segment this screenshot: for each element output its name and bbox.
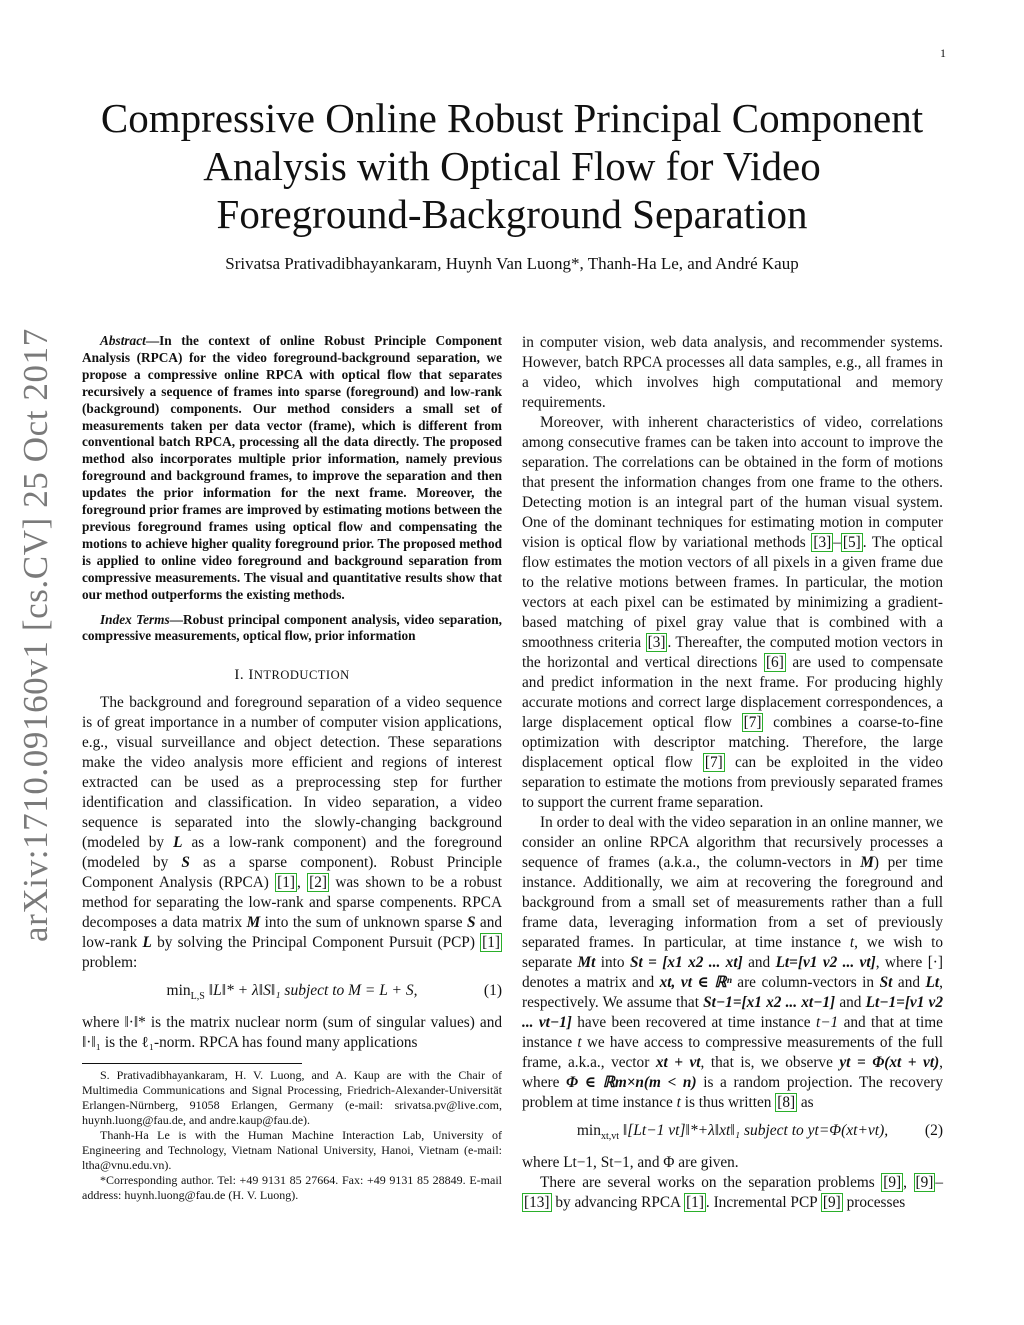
- title-line: Analysis with Optical Flow for Video: [203, 143, 821, 189]
- paragraph-continuation: where ‖·‖* is the matrix nuclear norm (sum of singular values) and ‖·‖₁ is the ℓ₁-norm. RPCA has found many applications: [82, 1014, 502, 1052]
- footnote-divider: [82, 1063, 302, 1064]
- citation-link[interactable]: [9]: [883, 1174, 902, 1191]
- right-column: [522, 333, 943, 1213]
- citation-link[interactable]: [9]: [915, 1174, 934, 1191]
- citation-link[interactable]: [1]: [482, 934, 500, 952]
- equation-number: (2): [924, 1122, 943, 1139]
- title-block: [80, 94, 944, 274]
- abstract-text: —In the context of online Robust Principle Component Analysis (RPCA) for the video foreground-background separation, we propose a compressive online RPCA with optical flow that separates recursively a sequence of frames into sparse (foreground) and low-rank (background) components. Our method considers a small set of measurements taken per data vector (frame), which is different from conventional batch RPCA, processing all the data directly. The proposed method also incorporates multiple prior information, namely previous foreground and background frames, to improve the separation and then updates the prior information for the next frame. Moreover, the foreground prior frames are improved by estimating motions between the previous foreground frames using optical flow and compensating the motions to achieve higher quality foreground prior. The proposed method is applied to online video foreground and background separation from compressive measurements. The visual and quantitative results show that our method outperforms the existing methods.: [82, 333, 502, 602]
- citation-link[interactable]: [7]: [743, 714, 762, 731]
- author-list: Srivatsa Prativadibhayankaram, Huynh Van Luong*, Thanh-Ha Le, and André Kaup: [225, 254, 799, 273]
- index-terms: [82, 612, 502, 646]
- section-heading-introduction: I. INTRODUCTION: [234, 667, 350, 684]
- index-terms-text: —Robust principal component analysis, video separation, compressive measurements, optical flow, prior information: [82, 611, 502, 644]
- citation-link[interactable]: [5]: [842, 534, 861, 551]
- paragraph-optical-flow: Moreover, with inherent characteristics of video, correlations among consecutive frames can be taken into account to improve the separation. The correlations can be obtained in the form of motions that present the information changes from one frame to the others. Detecting motion is an integral part of the human visual system. One of the dominant techniques for estimating motion in computer vision is optical flow by variational methods [3] – [5] . The optical flow estimates the motion vectors of all pixels in a given frame due to the relative motions between frames. In particular, the motion vectors at each pixel can be estimated by minimizing a gradient-based matching of pixel gray value that is combined with a smoothness criteria [3] . Thereafter, the computed motion vectors in the horizontal and vertical directions [6] are used to compensate and predict information in the next frame. For producing highly accurate motions and correct large displacement correspondences, a large displacement optical flow [7] combines a coarse-to-fine optimization with descriptor matching. Therefore, the large displacement optical flow [7] can be exploited in the video separation to estimate the motions from previously separated frames to support the current frame separation.: [522, 414, 944, 811]
- arxiv-identifier: arXiv:1710.09160v1 [cs.CV] 25 Oct 2017: [16, 328, 55, 942]
- paragraph: in computer vision, web data analysis, and recommender systems. However, batch RPCA processes all data samples, e.g., all frames in a video, which involves high computational and memory requirements.: [522, 334, 943, 411]
- intro-paragraph: The background and foreground separation of a video sequence is of great importance in a number of computer vision applications, e.g., visual surveillance and object detection. These separations make the video analysis more efficient and regions of interest extracted can be used as a preprocessing step for further identification and classification. In video separation, a video sequence is separated into the slowly-changing background (modeled by L as a low-rank component) and the foreground (modeled by S as a sparse component). Robust Principle Component Analysis (RPCA) [1] , [2] was shown to be a robust method for separating the low-rank and sparse compenents. RPCA decomposes a data matrix M into the sum of unknown sparse S and low-rank L by solving the Principal Component Pursuit (PCP) [1] problem:: [82, 694, 503, 972]
- footnote-affiliation: S. Prativadibhayankaram, H. V. Luong, and A. Kaup are with the Chair of Multimedia Communications and Signal Processing, Friedrich-Alexander-Universität Erlangen-Nürnberg, 91058 Erlangen, Germany (e-mail: srivatsa.pv@live.com, huynh.luong@fau.de, and andre.kaup@fau.de).: [82, 1068, 502, 1128]
- page-number: 1: [940, 46, 946, 60]
- citation-link[interactable]: [13]: [524, 1194, 550, 1211]
- index-terms-label: Index Terms: [100, 611, 170, 627]
- footnote-affiliation: Thanh-Ha Le is with the Human Machine Interaction Lab, University of Engineering and Technology, Vietnam National University, Hanoi, Vietnam (e-mail: ltha@vnu.edu.vn).: [82, 1128, 502, 1173]
- abstract-label: Abstract: [100, 333, 146, 348]
- equation-number: (1): [483, 982, 502, 1000]
- citation-link[interactable]: [8]: [777, 1094, 796, 1111]
- citation-link[interactable]: [2]: [309, 874, 327, 892]
- title-line: Foreground-Background Separation: [216, 191, 808, 237]
- citation-link[interactable]: [1]: [686, 1194, 704, 1211]
- citation-link[interactable]: [3]: [647, 634, 666, 651]
- citation-link[interactable]: [6]: [765, 654, 784, 671]
- paper-title: [80, 94, 944, 238]
- citation-link[interactable]: [1]: [277, 874, 296, 892]
- equation-2: $\min_{xt,vt}$ ‖[Lt−1 vt]‖*+λ‖xt‖₁ subject to yt=Φ(xt+vt), (2): [576, 1122, 943, 1142]
- citation-link[interactable]: [7]: [704, 754, 723, 771]
- paragraph-online-rpca: In order to deal with the video separation in an online manner, we consider an online RPCA algorithm that recursively processes a sequence of frames (a.k.a., the column-vectors in M) per time instance. Additionally, we aim at recovering the foreground and background from a small set of measurements rather than a full frame data, leveraging information from a set of previously separated frames. In particular, at time instance t, we wish to separate Mt into St = [x1 x2 ... xt] and Lt=[v1 v2 ... vt], where [·] denotes a matrix and xt, vt ∈ ℝⁿ are column-vectors in St and Lt, respectively. We assume that St−1=[x1 x2 ... xt−1] and Lt−1=[v1 v2 ... vt−1] have been recovered at time instance t−1 and that at time instance t we have access to compressive measurements of the full frame, a.k.a., vector xt + vt, that is, we observe yt = Φ(xt + vt), where Φ ∈ ℝm×n(m < n) is a random projection. The recovery problem at time instance t is thus written [8] as: [522, 814, 943, 1111]
- abstract: [82, 333, 502, 604]
- paragraph-given: where Lt−1, St−1, and Φ are given.: [522, 1154, 739, 1171]
- left-column: [82, 333, 502, 1203]
- footnote-corresponding-author: *Corresponding author. Tel: +49 9131 85 27664. Fax: +49 9131 85 28849. E-mail address: huynh.luong@fau.de (H. V. Luong).: [82, 1173, 502, 1203]
- citation-link[interactable]: [3]: [813, 534, 832, 551]
- title-line: Compressive Online Robust Principal Component: [100, 95, 924, 141]
- equation-1: $\min_{L,S}$ ‖L‖* + λ‖S‖₁ subject to M = L + S, (1): [166, 982, 502, 1003]
- citation-link[interactable]: [9]: [822, 1194, 841, 1211]
- paragraph-related-work: There are several works on the separation problems [9] , [9] –[13] by advancing RPCA [1] . Incremental PCP [9] processes: [524, 1174, 943, 1211]
